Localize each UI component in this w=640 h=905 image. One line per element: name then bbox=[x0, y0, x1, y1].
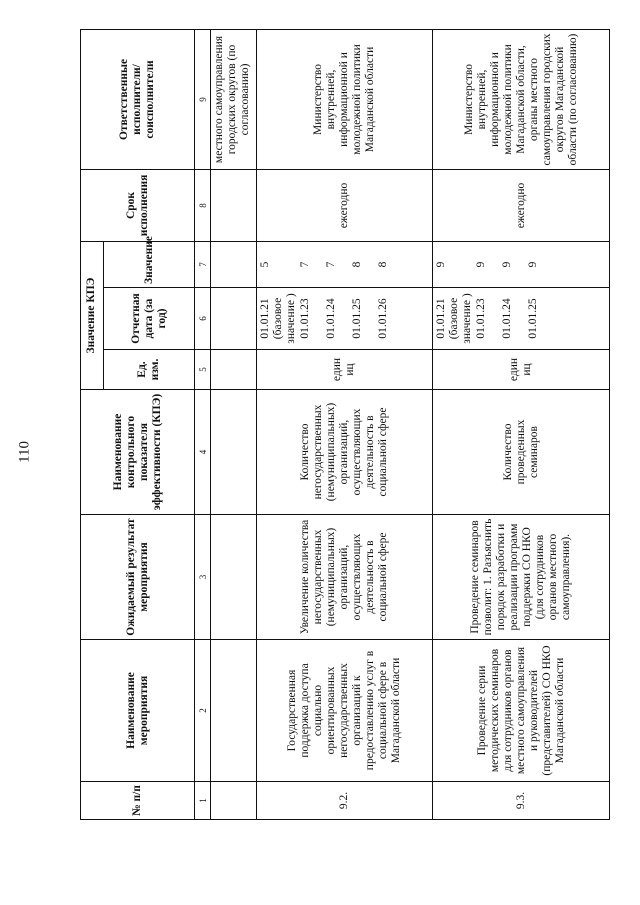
kpe-value: 9 bbox=[435, 261, 448, 268]
header-responsible: Ответственные исполнители/ соисполнители bbox=[81, 29, 195, 169]
header-kpe-value: Значение КПЭ bbox=[81, 241, 104, 389]
report-dates bbox=[256, 288, 433, 350]
kpe-value: 8 bbox=[350, 261, 363, 268]
expected-result: Увеличение количества негосударственных (немуниципальных) организаций, осуществляющих деятельность в социальной сфере bbox=[256, 515, 433, 640]
kpe-value: 9 bbox=[527, 261, 540, 268]
kpe-value: 7 bbox=[324, 261, 337, 268]
table-row bbox=[256, 29, 433, 819]
row-number: 9.3. bbox=[433, 782, 610, 820]
header-deadline: Срок исполнения bbox=[81, 169, 195, 241]
kpe-name: Количество негосударственных (немуниципальных) организаций, осуществляющих деятельность в социальной сфере bbox=[256, 390, 433, 515]
report-date: 01.01.23 bbox=[298, 298, 311, 339]
column-number: 9 bbox=[195, 29, 211, 169]
kpe-value: 8 bbox=[376, 261, 389, 268]
activity-name: Государственная поддержка доступа социально ориентированных негосударственных организаций к предоставлению услуг в социальной сфере в Магаданской области bbox=[256, 640, 433, 782]
report-date: 01.01.25 bbox=[527, 298, 540, 339]
report-date: 01.01.24 bbox=[501, 298, 514, 339]
unit: един иц bbox=[256, 350, 433, 390]
kpe-value: 7 bbox=[298, 261, 311, 268]
header-num: № п/п bbox=[81, 782, 195, 820]
responsible: Министерство внутренней, информационной и молодежной политики Магаданской области, органы местного самоуправления городских округов Магаданской области (по согласованию) bbox=[433, 29, 610, 169]
report-date: 01.01.25 bbox=[350, 298, 363, 339]
header-value: Значение bbox=[103, 241, 194, 287]
report-date: 01.01.21 (базовое значение ) bbox=[258, 293, 297, 344]
report-date: 01.01.24 bbox=[324, 298, 337, 339]
column-number: 5 bbox=[195, 350, 211, 390]
column-number: 1 bbox=[195, 782, 211, 820]
table-row bbox=[433, 29, 610, 819]
column-number: 7 bbox=[195, 241, 211, 287]
report-dates bbox=[433, 288, 610, 350]
kpe-values bbox=[256, 241, 433, 287]
column-number: 3 bbox=[195, 515, 211, 640]
kpe-value: 5 bbox=[258, 261, 271, 268]
expected-result: Проведение семинаров позволит: 1. Разъяснить порядок разработки и реализации программ поддержки СО НКО (для сотрудников органов местного самоуправления). bbox=[433, 515, 610, 640]
report-date: 01.01.21 (базовое значение ) bbox=[435, 293, 474, 344]
carryover-row bbox=[210, 29, 256, 819]
report-date: 01.01.26 bbox=[376, 298, 389, 339]
column-number-row bbox=[195, 29, 211, 819]
activities-table bbox=[80, 29, 610, 820]
carryover-text: местного самоуправления городских округов (по согласованию) bbox=[210, 29, 256, 169]
deadline: ежегодно bbox=[433, 169, 610, 241]
header-unit: Ед. изм. bbox=[103, 350, 194, 390]
kpe-value: 9 bbox=[475, 261, 488, 268]
column-number: 2 bbox=[195, 640, 211, 782]
row-number: 9.2. bbox=[256, 782, 433, 820]
deadline: ежегодно bbox=[256, 169, 433, 241]
column-number: 8 bbox=[195, 169, 211, 241]
activity-name: Проведение серии методических семинаров для сотрудников органов местного самоуправления и руководителей (представителей) СО НКО Магаданской области bbox=[433, 640, 610, 782]
header-name: Наименование мероприятия bbox=[81, 640, 195, 782]
header-report-date: Отчетная дата (за год) bbox=[103, 288, 194, 350]
page-number: 110 bbox=[16, 441, 33, 463]
column-number: 6 bbox=[195, 288, 211, 350]
responsible: Министерство внутренней, информационной и молодежной политики Магаданской области bbox=[256, 29, 433, 169]
unit: един иц bbox=[433, 350, 610, 390]
kpe-values bbox=[433, 241, 610, 287]
column-number: 4 bbox=[195, 390, 211, 515]
header-result: Ожидаемый результат мероприятия bbox=[81, 515, 195, 640]
header-kpe-name: Наименование контрольного показателя эффективности (КПЭ) bbox=[81, 390, 195, 515]
kpe-name: Количество проведенных семинаров bbox=[433, 390, 610, 515]
rotated-table-frame bbox=[80, 30, 610, 820]
report-date: 01.01.23 bbox=[475, 298, 488, 339]
kpe-value: 9 bbox=[501, 261, 514, 268]
